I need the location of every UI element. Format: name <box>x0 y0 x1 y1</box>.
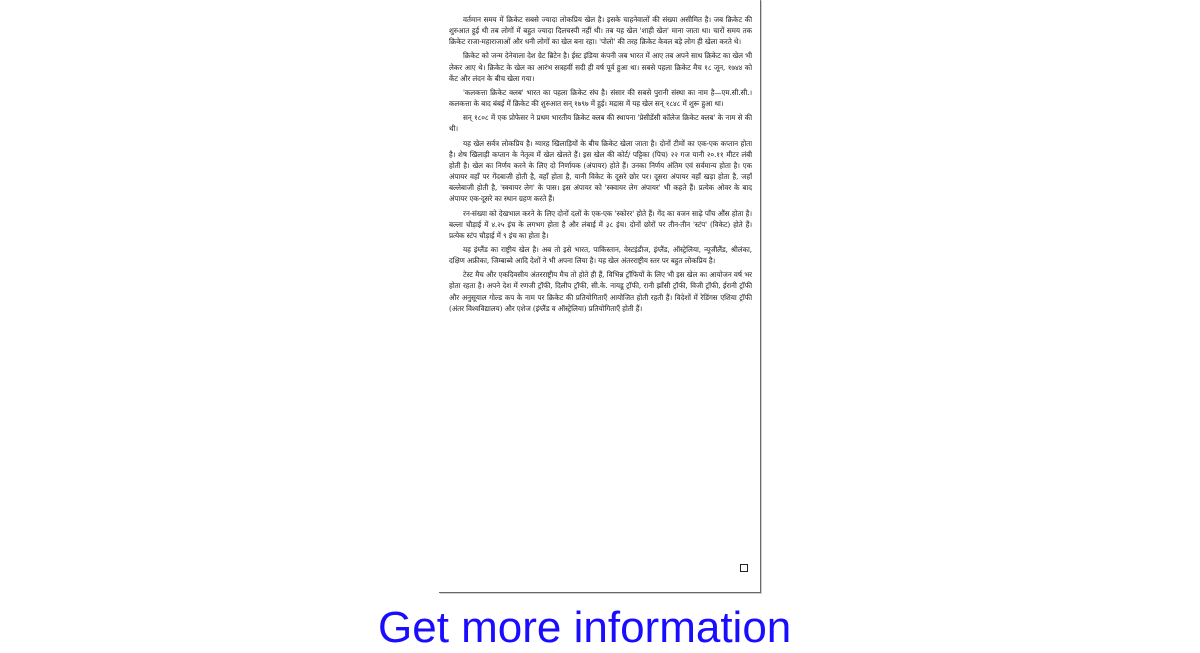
paragraph-4: सन् १८०८ में एक प्रोफेसर ने प्रथम भारतीय क्रिकेट क्लब की स्थापना 'प्रेसीडेंसी कॉलेज क्रिकेट क्लब' के नाम से की थी। <box>449 113 752 134</box>
paragraph-1: वर्तमान समय में क्रिकेट सबसे ज्यादा लोकप्रिय खेल है। इसके चाहनेवालों की संख्या असीमित है। जब क्रिकेट की शुरुआत हुई थी तब लोगों में बहुत ज्यादा दिलचस्पी नहीं थी। तब यह खेल 'शाही खेल' माना जाता था। चारों समय तक क्रिकेट राजा-महाराजाओं और धनी लोगों का खेल बना रहा। 'पोलो' की तरह क्रिकेट केवल बड़े लोग ही खेला करते थे। <box>449 15 752 47</box>
paragraph-3: 'कलकत्ता क्रिकेट क्लब' भारत का पहला क्रिकेट संघ है। संसार की सबसे पुरानी संस्था का नाम है—एम.सी.सी.। कलकत्ता के बाद बंबई में क्रिकेट की शुरुआत सन् १७९७ में हुई। मद्रास में यह खेल सन् १८४८ में शुरू हुआ था। <box>449 87 752 109</box>
paragraph-2: क्रिकेट को जन्म देनेवाला देश ग्रेट ब्रिटेन है। ईस्ट इंडिया कंपनी जब भारत में आए तब अपने साथ क्रिकेट का खेल भी लेकर आए थे। क्रिकेट के खेल का आरंभ सत्रहवीं सदी ही वर्ष पूर्व हुआ था। सबसे पहला क्रिकेट मैच १८ जून, १७४४ को केंट और लंदन के बीच खेला गया। <box>449 51 752 83</box>
paragraph-8: टेस्ट मैच और एकदिवसीय अंतरराष्ट्रीय मैच तो होते ही हैं, विभिन्न ट्रॉफियों के लिए भी इस खेल का आयोजन वर्ष भर होता रहता है। अपने देश में रणजी ट्रॉफी, दिलीप ट्रॉफी, सी.के. नायडू ट्रॉफी, रानी झाँसी ट्रॉफी, विजी ट्रॉफी, ईरानी ट्रॉफी और अनुसूयाल गोल्ड कप के नाम पर क्रिकेट की प्रतियोगिताएँ आयोजित होती रहती हैं। विदेशों में रेडिंगस एशिया ट्रॉफी (अंतर विश्वविद्यालय) और एशेज (इंग्लैंड व ऑस्ट्रेलिया) प्रतियोगिताएँ होती हैं। <box>449 270 752 313</box>
end-square-icon <box>740 564 748 572</box>
document-body <box>449 14 752 568</box>
paragraph-5: यह खेल सर्वत्र लोकप्रिय है। ग्यारह खिलाड़ियों के बीच क्रिकेट खेला जाता है। दोनों टीमों का एक-एक कप्तान होता है। शेष खिलाड़ी कप्तान के नेतृत्व में खेल खेलते हैं। इस खेल की कोर्ट/ पट्टिका (पिच) २२ गज यानी २०.११ मीटर लंबी होती है। खेल का निर्णय करने के लिए दो निर्णायक (अंपायर) होते हैं। उनका निर्णय अंतिम एवं सर्वमान्य होता है। एक अंपायर वहाँ पर गेंदबाजी होती है, वहाँ होता है, यानी विकेट के दूसरे छोर पर। दूसरा अंपायर वहाँ खड़ा होता है, जहाँ बल्लेबाजी होती है, 'स्क्वायर लेग' के पास। इस अंपायर को 'स्क्वायर लेग अंपायर' भी कहते हैं। प्रत्येक ओवर के बाद अंपायर एक-दूसरे का स्थान ग्रहण करते हैं। <box>449 138 752 204</box>
paragraph-6: रन-संख्या को देखभाल करने के लिए दोनों दलों के एक-एक 'स्कोरर' होते हैं। गेंद का वजन साढ़े पाँच औंस होता है। बल्ला चौड़ाई में ४.२५ इंच के लगभग होता है और लंबाई में ३८ इंच। दोनों छोरों पर तीन-तीन 'स्टंप' (विकेट) होते हैं। प्रत्येक स्टंप चौड़ाई में ९ इंच का होता है। <box>449 208 752 240</box>
document-page <box>439 0 761 593</box>
get-more-information-link[interactable]: Get more information <box>378 603 792 652</box>
paragraph-7: यह इंग्लैंड का राष्ट्रीय खेल है। अब तो इसे भारत, पाकिस्तान, वेस्टइंडीज, इंग्लैंड, ऑस्ट्रेलिया, न्यूजीलैंड, श्रीलंका, दक्षिण अफ्रीका, जिम्बाब्वे आदि देशों ने भी अपना लिया है। यह खेल अंतरराष्ट्रीय स्तर पर बहुत लोकप्रिय है। <box>449 244 752 266</box>
